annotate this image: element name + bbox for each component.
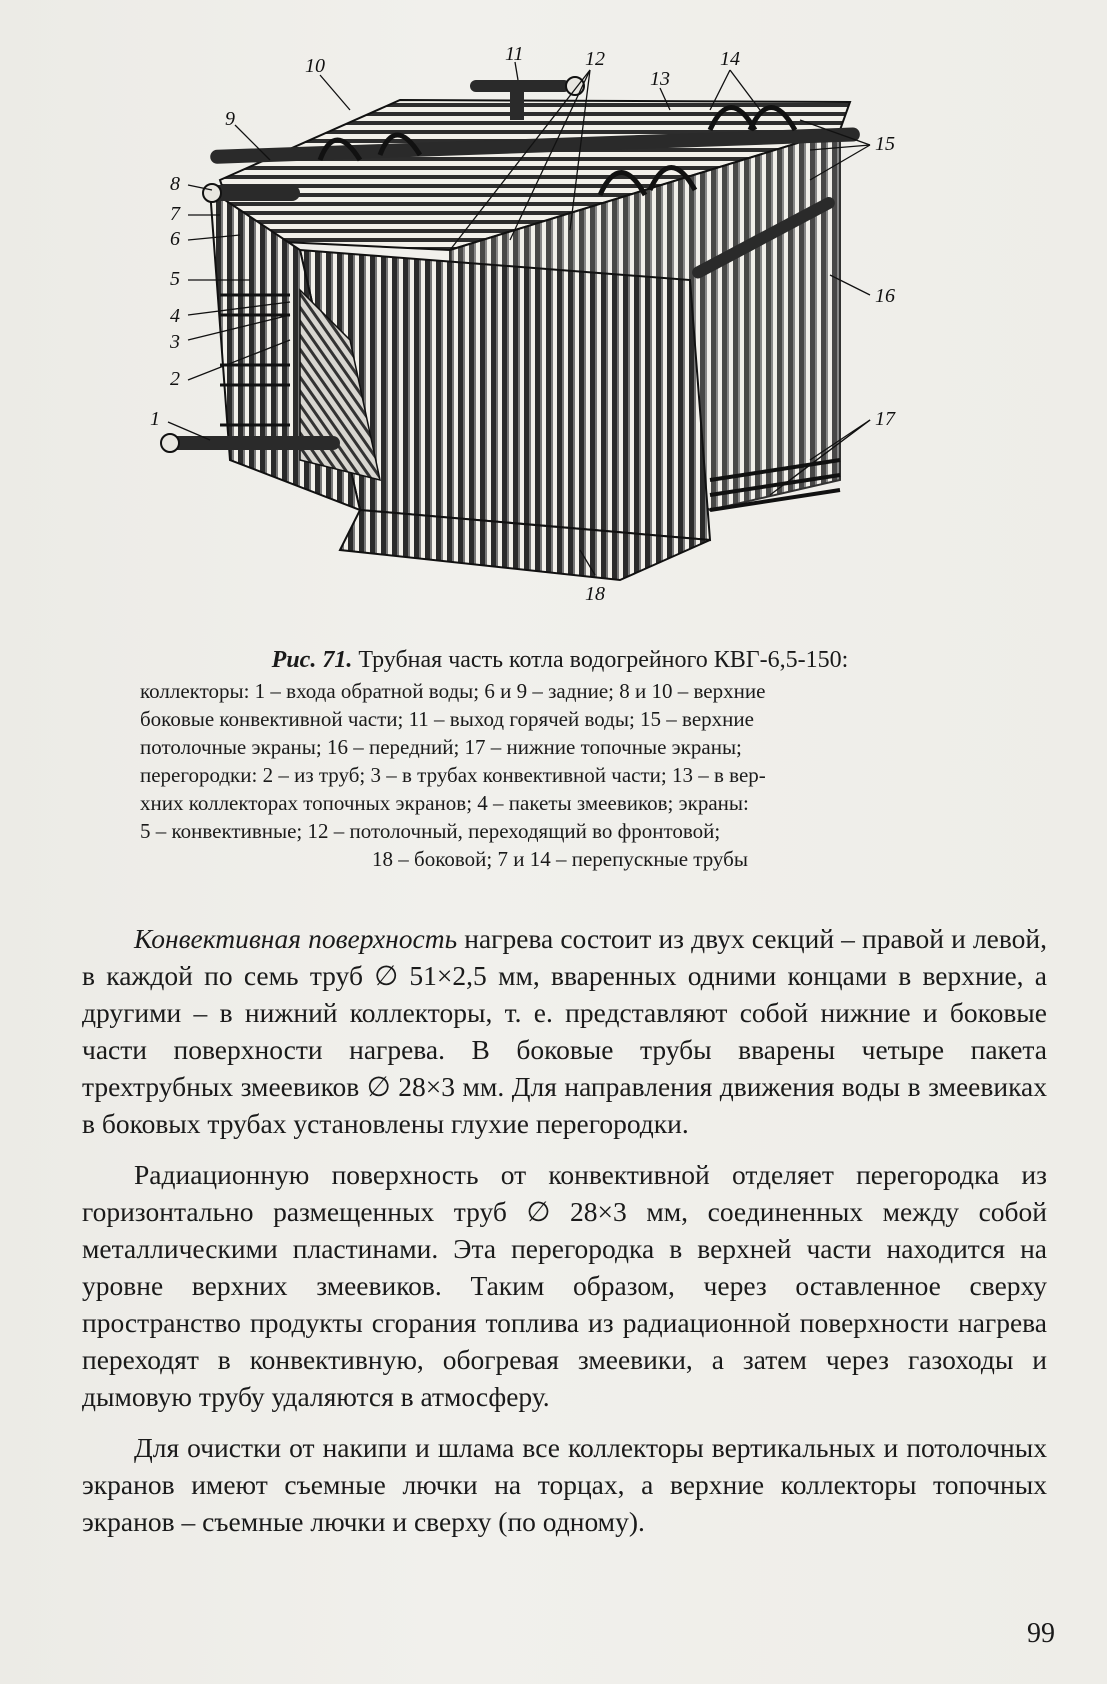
figure-label-17: 17 — [875, 408, 895, 430]
figure-label-6: 6 — [170, 228, 180, 250]
figure-label-5: 5 — [170, 268, 180, 290]
boiler-figure — [150, 40, 970, 640]
caption-prefix: Рис. 71. — [271, 647, 353, 673]
page-number: 99 — [1027, 1618, 1055, 1649]
figure-label-2: 2 — [170, 368, 180, 390]
paragraph-1-term: Конвективная поверхность — [134, 923, 458, 954]
caption-line-3: потолочные экраны; 16 – передний; 17 – нижние топочные экраны; — [140, 735, 742, 759]
caption-line-4: перегородки: 2 – из труб; 3 – в трубах конвективной части; 13 – в вер- — [140, 763, 766, 787]
caption-title-line — [140, 645, 980, 675]
figure-label-10: 10 — [305, 55, 325, 77]
figure-label-14: 14 — [720, 48, 740, 70]
figure-label-7: 7 — [170, 203, 180, 225]
figure-caption — [140, 645, 980, 873]
paragraph-2: Радиационную поверхность от конвективной отделяет перегородка из горизонтально размещенных труб ∅ 28×3 мм, соединенных между собой металлическими пластинами. Эта перегородка в верхней части находится на уровне верхних змеевиков. Таким образом, через оставленное сверху пространство продукты сгорания топлива из радиационной поверхности нагрева переходят в конвективную, обогревая змеевики, а затем через газоходы и дымовую трубу удаляются в атмосферу. — [82, 1159, 1047, 1412]
figure-label-18: 18 — [585, 583, 605, 605]
paragraph-3: Для очистки от накипи и шлама все коллекторы вертикальных и потолочных экранов имеют съемные лючки на торцах, а верхние коллекторы топочных экранов – съемные лючки и сверху (по одному). — [82, 1432, 1047, 1537]
boiler-drawing — [150, 40, 970, 640]
paragraph-1-rest: нагрева состоит из двух секций – правой и левой, в каждой по семь труб ∅ 51×2,5 мм, вваренных одними концами в верхние, а другими – в нижний коллекторы, т. е. представляют собой нижние и боковые части поверхности нагрева. В боковые трубы вварены четыре пакета трехтрубных змеевиков ∅ 28×3 мм. Для направления движения воды в змеевиках в боковых трубах установлены глухие перегородки. — [82, 923, 1047, 1139]
figure-label-1: 1 — [150, 408, 160, 430]
caption-line-7: 18 – боковой; 7 и 14 – перепускные трубы — [372, 847, 748, 871]
figure-label-4: 4 — [170, 305, 180, 327]
figure-label-11: 11 — [505, 43, 524, 65]
figure-label-8: 8 — [170, 173, 180, 195]
caption-line-6: 5 – конвективные; 12 – потолочный, переходящий во фронтовой; — [140, 819, 721, 843]
caption-title: Трубная часть котла водогрейного КВГ-6,5-150: — [358, 647, 849, 673]
figure-label-9: 9 — [225, 108, 235, 130]
figure-label-15: 15 — [875, 133, 895, 155]
figure-label-3: 3 — [170, 331, 180, 353]
paragraph-1 — [82, 920, 1047, 1142]
figure-label-16: 16 — [875, 285, 895, 307]
figure-label-12: 12 — [585, 48, 605, 70]
figure-label-13: 13 — [650, 68, 670, 90]
caption-line-2: боковые конвективной части; 11 – выход горячей воды; 15 – верхние — [140, 707, 754, 731]
caption-line-1: коллекторы: 1 – входа обратной воды; 6 и 9 – задние; 8 и 10 – верхние — [140, 679, 766, 703]
caption-line-5: хних коллекторах топочных экранов; 4 – пакеты змеевиков; экраны: — [140, 791, 749, 815]
body-text — [82, 920, 1047, 1554]
